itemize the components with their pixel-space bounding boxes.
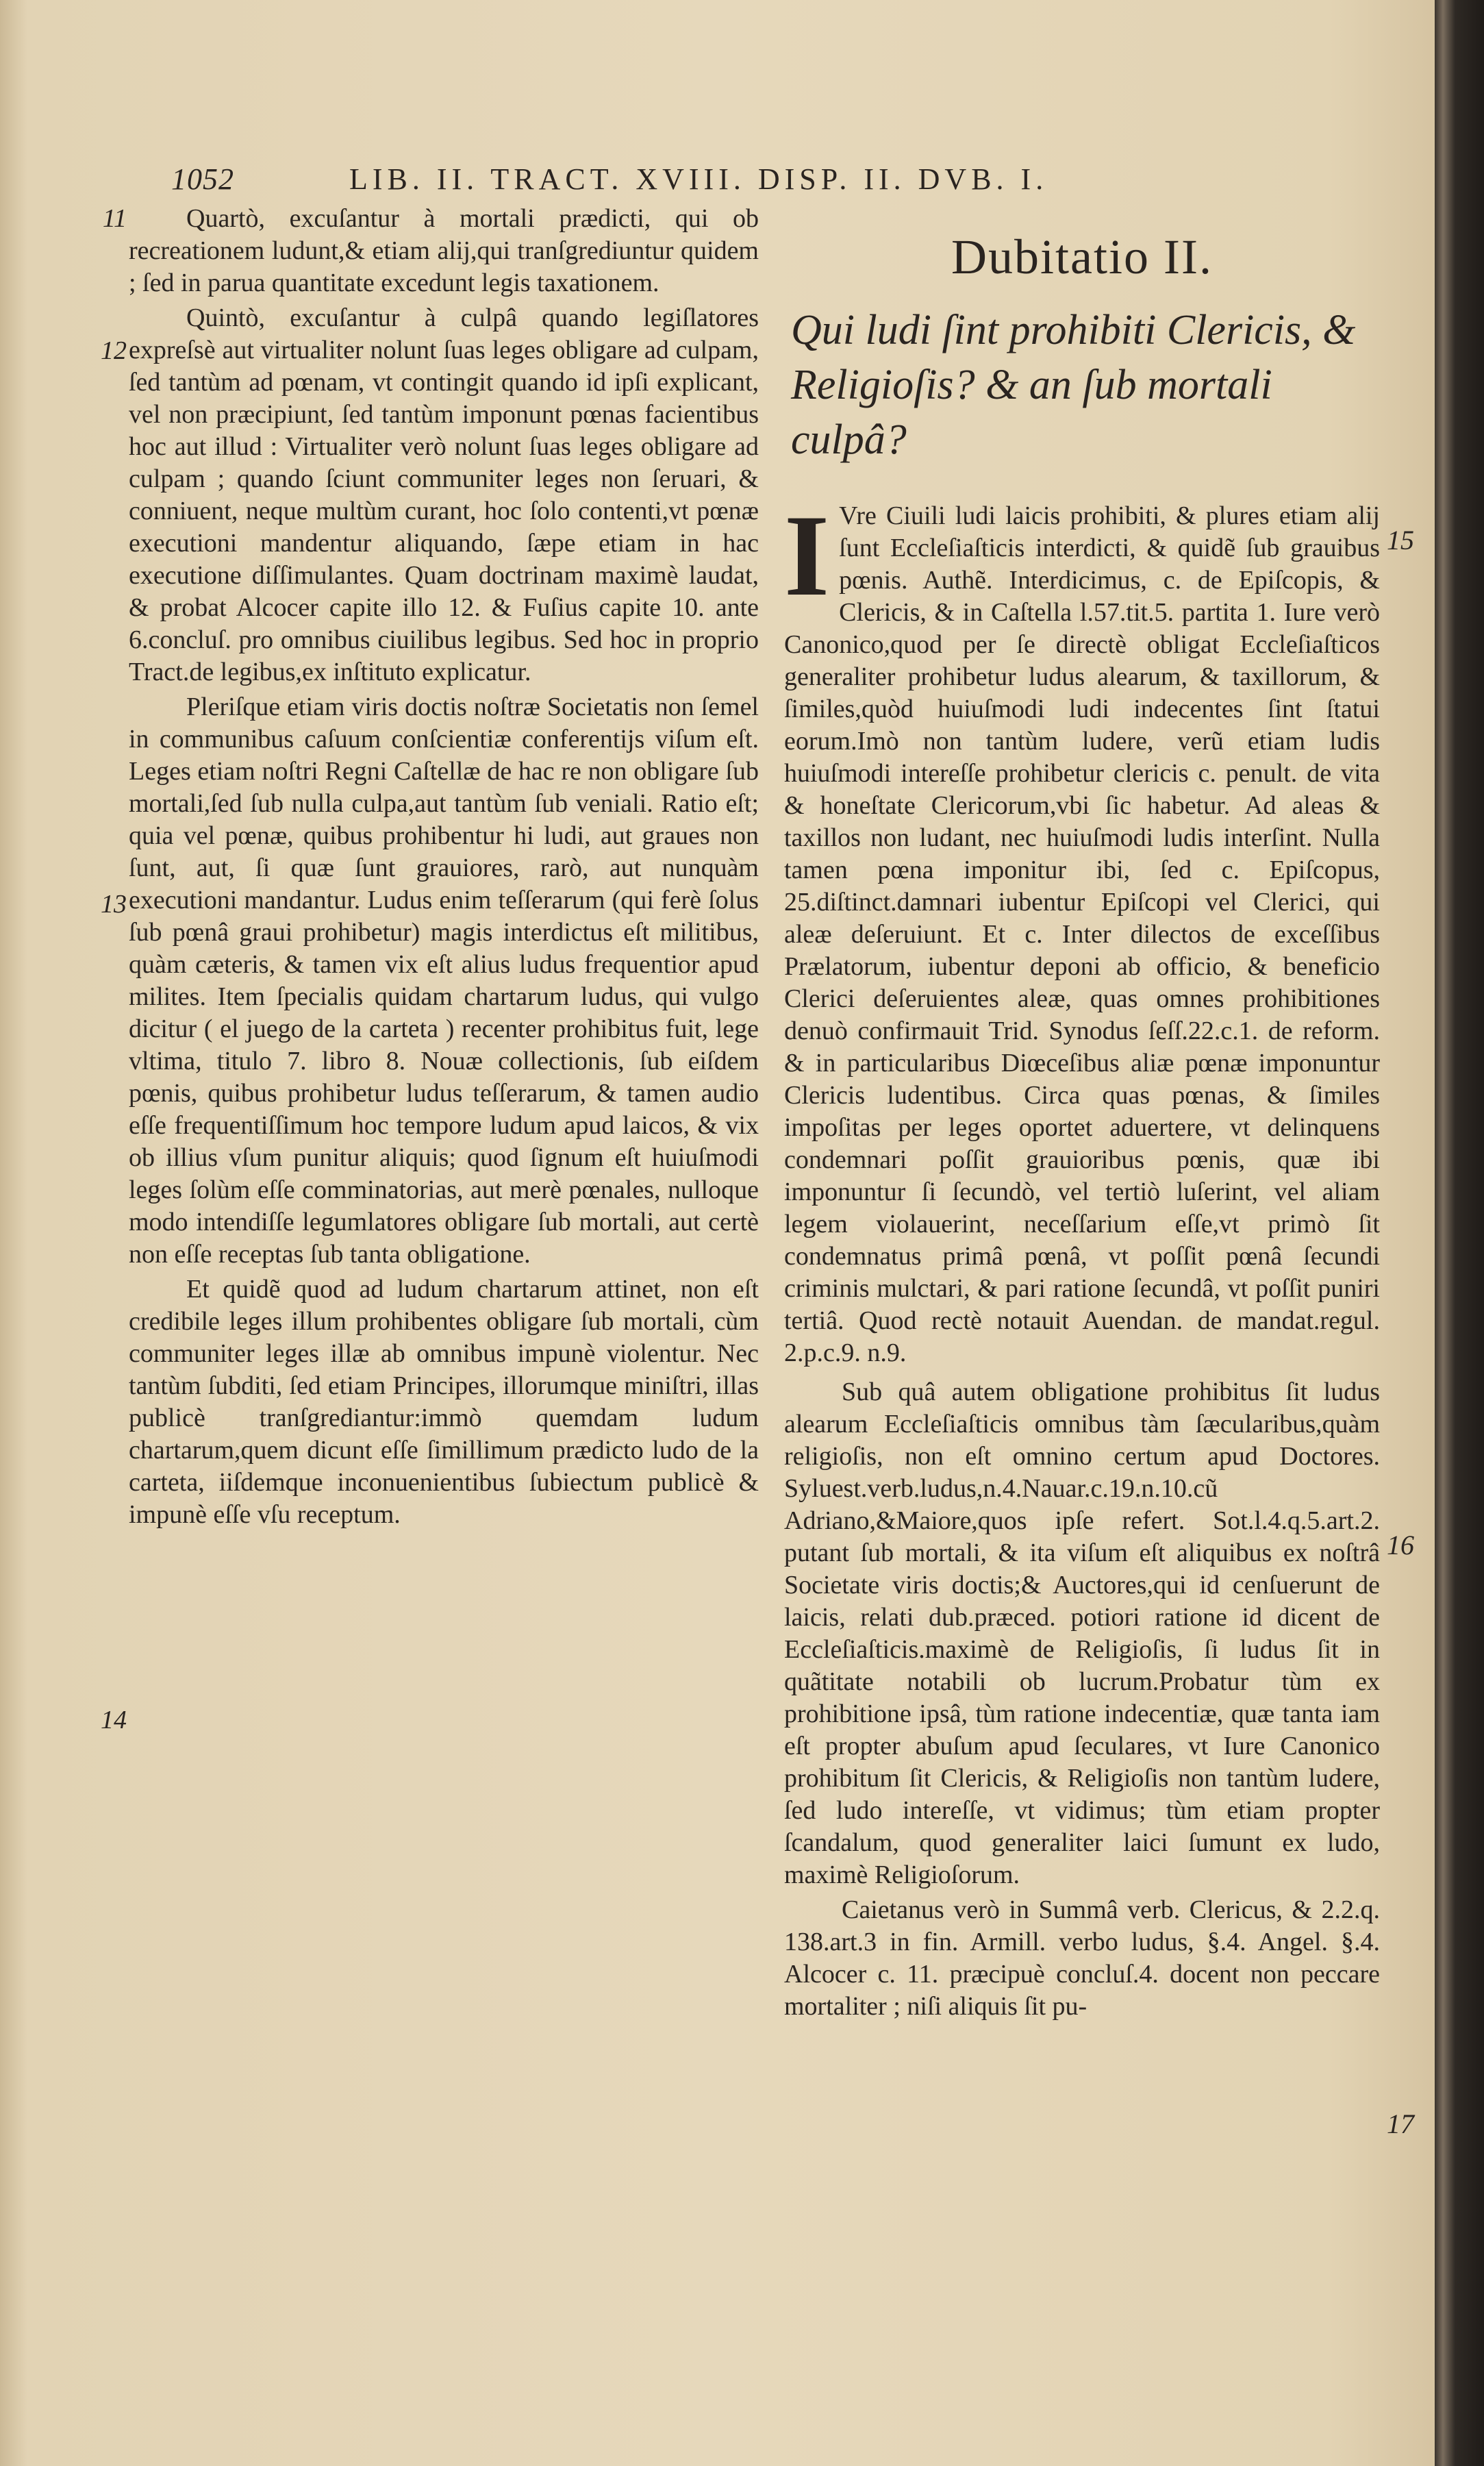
paragraph-17 xyxy=(784,1894,1380,2023)
paragraph-15 xyxy=(784,491,1380,1369)
paragraph-16 xyxy=(784,1376,1380,1891)
dubitatio-title: Dubitatio II. xyxy=(951,229,1213,284)
running-header xyxy=(171,162,1171,203)
book-page-edge xyxy=(1435,0,1484,2466)
margin-number-11: 11 xyxy=(102,204,127,233)
paragraph-text: Caietanus verò in Summâ verb. Clericus, & 2.2.q. 138.art.3 in fin. Armill. verbo ludus, §.4. Angel. §.4. Alcocer c. 11. præcipuè concluſ.4. docent non peccare mortaliter ; niſi aliquis ſit pu- xyxy=(784,1895,1380,2021)
right-column xyxy=(784,206,1380,2023)
paragraph-text: Sub quâ autem obligatione prohibitus ſit ludus alearum Eccleſiaſticis omnibus tàm ſæcularibus,quàm religioſis, non eſt omnino certum apud Doctores. Syluest.verb.ludus,n.4.Nauar.c.19.n.10.cũ Adriano,&Maiore,quos ipſe refert. Sot.l.4.q.5.art.2. putant ſub mortali, & ita viſum eſt aliquibus ex noſtrâ Societate viris doctis;& Auctores,qui id cenſuerunt de laicis, relati dub.præced. potiori ratione id dicent de Eccleſiaſticis.maximè de Religioſis, ſi ludus ſit in quãtitate notabili ob lucrum.Probatur tùm ex prohibitione ipsâ, tùm ratione indecentiæ, quæ tanta iam eſt propter abuſum apud ſeculares, vt Iure Canonico prohibitum ſit Clericis, & Religioſis non tantùm ludere, ſed ludo intereſſe, vt vidimus; tùm etiam propter ſcandalum, quod generaliter laici ſumunt ex ludo, maximè Religioſorum. xyxy=(784,1378,1380,1889)
paragraph-12 xyxy=(129,302,759,688)
margin-number-15: 15 xyxy=(1387,525,1414,556)
left-column xyxy=(129,203,759,1531)
margin-number-14: 14 xyxy=(101,1706,127,1734)
page-number: 1052 xyxy=(171,162,234,196)
paragraph-text: Quintò, excuſantur à culpâ quando legiſlatores expreſsè aut virtualiter nolunt ſuas leges obligare ad culpam, ſed tantùm ad pœnam, vt contingit quando id ipſi explicant, vel non præcipiunt, ſed tantùm imponunt pœnas facientibus hoc aut illud : Virtualiter verò nolunt ſuas leges obligare ad culpam ; quando ſciunt communiter leges non ſeruari, & conniuent, neque multùm curant, hoc ſolo contenti,vt pœnæ executioni mandentur aliquando, ſæpe etiam in hac executione diſſimulantes. Quam doctrinam maximè laudat, & probat Alcocer capite illo 12. & Fuſius capite 10. ante 6.concluſ. pro omnibus ciuilibus legibus. Sed hoc in proprio Tract.de legibus,ex inſtituto explicatur. xyxy=(129,303,759,686)
drop-cap: I xyxy=(784,491,830,620)
paragraph-text: Et quidẽ quod ad ludum chartarum attinet, non eſt credibile leges illum prohibentes obligare ſub mortali, cùm communiter leges illæ ab omnibus impunè violentur. Nec tantùm ſubditi, ſed etiam Principes, illorumque miniſtri, illas publicè tranſgrediantur:immò quemdam ludum chartarum,quem dicunt eſſe ſimillimum prædicto ludo de la carteta, iiſdemque inconuenientibus ſubiectum publicè & impunè eſſe vſu receptum. xyxy=(129,1275,759,1529)
margin-number-17: 17 xyxy=(1387,2108,1414,2139)
paragraph-text: Pleriſque etiam viris doctis noſtræ Societatis non ſemel in communibus caſuum conſcientiæ conferentijs viſum eſt. Leges etiam noſtri Regni Caſtellæ de hac re non obligare ſub mortali,ſed ſub nulla culpa,aut tantùm ſub veniali. Ratio eſt; quia vel pœnæ, quibus prohibentur hi ludi, aut graues non ſunt, aut, ſi quæ ſunt grauiores, rarò, aut nunquàm executioni mandantur. Ludus enim teſſerarum (qui ferè ſolus ſub pœnâ graui prohibetur) magis interdictus eſt militibus, quàm cæteris, & tamen vix eſt alius ludus frequentior apud milites. Item ſpecialis quidam chartarum ludus, qui vulgo dicitur ( el juego de la carteta ) recenter prohibitus fuit, lege vltima, titulo 7. libro 8. Nouæ collectionis, ſub eiſdem pœnis, quibus prohibetur ludus teſſerarum, & tamen audio eſſe frequentiſſimum hoc tempore ludum apud laicos, & vix ob illius vſum punitur aliquis; quod ſignum eſt huiuſmodi leges ſolùm eſſe comminatorias, aut merè pœnales, nulloque modo intendiſſe legumlatores obligare ſub mortali, aut certè non eſſe receptas ſub tanta obligatione. xyxy=(129,693,759,1269)
running-title: LIB. II. TRACT. XVIII. DISP. II. DVB. I. xyxy=(349,162,1048,196)
paragraph-text: Quartò, excuſantur à mortali prædicti, qui ob recreationem ludunt,& etiam alij,qui tranſgrediuntur quidem ; ſed in parua quantitate excedunt legis taxationem. xyxy=(129,204,759,297)
margin-number-13: 13 xyxy=(101,890,127,919)
paragraph-11 xyxy=(129,203,759,299)
margin-number-16: 16 xyxy=(1387,1530,1414,1560)
paragraph-14 xyxy=(129,1273,759,1531)
dubitatio-question: Qui ludi ſint prohibiti Clericis, & Religioſis? & an ſub mortali culpâ? xyxy=(791,307,1356,463)
paragraph-13 xyxy=(129,691,759,1271)
paragraph-text: Vre Ciuili ludi laicis prohibiti, & plures etiam alij ſunt Eccleſiaſticis interdicti, & quidẽ ſub grauibus pœnis. Authẽ. Interdicimus, c. de Epiſcopis, & Clericis, & in Caſtella l.57.tit.5. partita 1. Iure verò Canonico,quod per ſe directè obligat Eccleſiaſticos generaliter prohibetur ludus alearum, & taxillorum, & ſimiles,quòd huiuſmodi ludi indecentes ſint ſtatui eorum.Imò non tantùm ludere, verũ etiam ludis huiuſmodi intereſſe prohibetur clericis c. penult. de vita & honeſtate Clericorum,vbi ſic habetur. Ad aleas & taxillos non ludant, nec huiuſmodi ludis interſint. Nulla tamen pœna imponitur ibi, ſed c. Epiſcopus, 25.diſtinct.damnari iubentur Epiſcopi vel Clerici, qui aleæ deſeruiunt. Et c. Inter dilectos de exceſſibus Prælatorum, iubentur deponi ab officio, & beneficio Clerici deſeruientes aleæ, quas omnes prohibitiones denuò confirmauit Trid. Synodus ſeſſ.22.c.1. de reform. & in particularibus Diœceſibus aliæ pœnæ imponuntur Clericis ludentibus. Circa quas pœnas, & ſimiles impoſitas per leges oportet aduertere, vt delinquens condemnari poſſit grauioribus pœnis, quæ ibi imponuntur ſi ſecundò, vel tertiò luſerint, vel aliam legem violauerint, neceſſarium eſſe,vt primò ſit condemnatus primâ pœnâ, vt poſſit pœnâ ſecundi criminis mulctari, & pari ratione ſecundâ, vt poſſit puniri tertiâ. Quod rectè notauit Auendan. de mandat.regul. 2.p.c.9. n.9. xyxy=(784,501,1380,1367)
margin-number-12: 12 xyxy=(101,336,127,365)
